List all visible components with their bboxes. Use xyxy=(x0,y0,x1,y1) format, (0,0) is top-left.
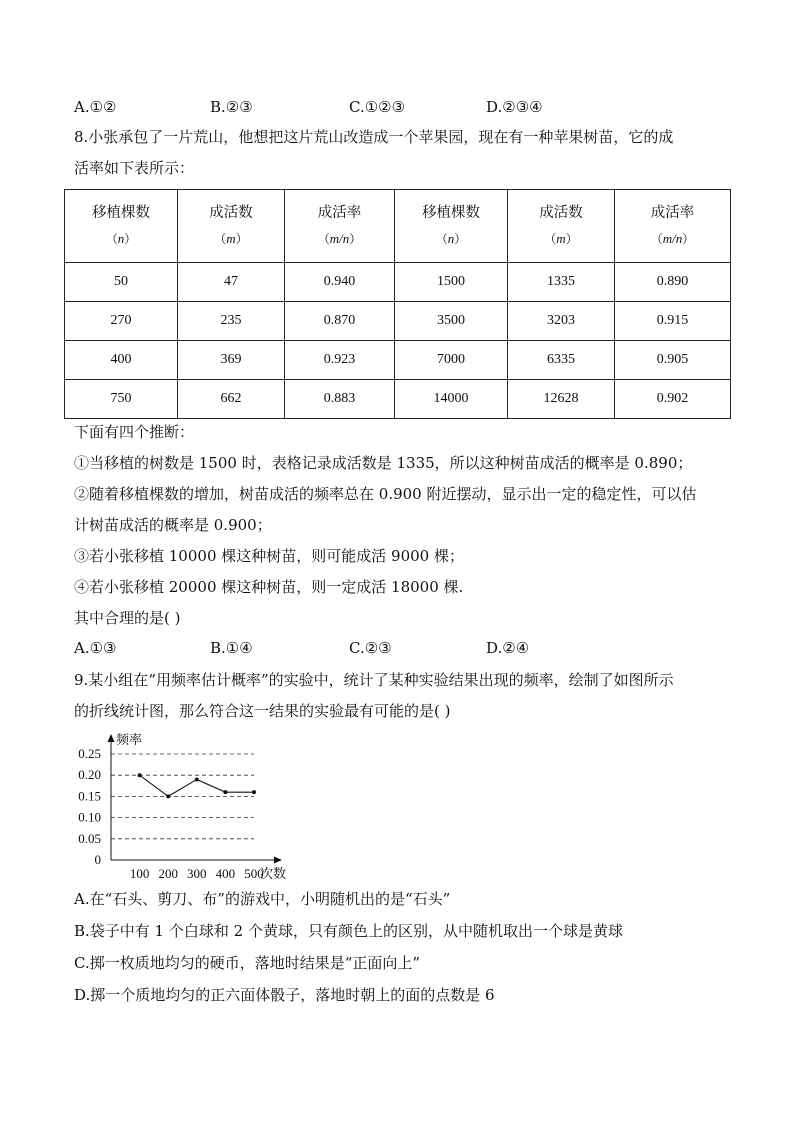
table-row xyxy=(65,341,731,380)
table-header-row xyxy=(65,190,731,263)
table-cell: 50 xyxy=(65,263,178,302)
q9-stem-line2: 的折线统计图，那么符合这一结果的实验最有可能的是( ) xyxy=(74,702,451,720)
table-cell: 0.905 xyxy=(615,341,731,380)
q8-stem-line1: 8.小张承包了一片荒山，他想把这片荒山改造成一个苹果园，现在有一种苹果树苗，它的成 xyxy=(74,128,674,146)
table-row xyxy=(65,380,731,419)
data-point xyxy=(223,790,227,794)
data-point xyxy=(195,777,199,781)
table-cell: 1335 xyxy=(508,263,615,302)
table-cell: 6335 xyxy=(508,341,615,380)
q8-statement-1: ①当移植的树数是 1500 时，表格记录成活数是 1335，所以这种树苗成活的概率是 0.890； xyxy=(74,454,693,472)
table-cell: 3203 xyxy=(508,302,615,341)
q8-option-d: D.②④ xyxy=(486,639,530,657)
data-point xyxy=(252,790,256,794)
x-axis-arrow xyxy=(274,857,282,864)
table-cell: 0.890 xyxy=(615,263,731,302)
table-cell: 0.923 xyxy=(285,341,395,380)
y-tick-label: 0.15 xyxy=(78,788,101,804)
table-cell: 1500 xyxy=(395,263,508,302)
q8-intro: 下面有四个推断： xyxy=(74,423,195,441)
table-cell: 3500 xyxy=(395,302,508,341)
x-axis-label: 次数 xyxy=(260,866,287,880)
survival-rate-table xyxy=(64,189,731,419)
table-cell: 47 xyxy=(178,263,285,302)
table-row xyxy=(65,302,731,341)
q8-statement-2a: ②随着移植棵数的增加，树苗成活的频率总在 0.900 附近摆动，显示出一定的稳定性，可以估 xyxy=(74,485,697,503)
x-tick-label: 200 xyxy=(158,866,178,880)
x-tick-label: 300 xyxy=(187,866,207,880)
q9-option-c: C.掷一枚质地均匀的硬币，落地时结果是“正面向上” xyxy=(74,954,421,972)
q8-statement-4: ④若小张移植 20000 棵这种树苗，则一定成活 18000 棵. xyxy=(74,578,464,596)
q7-option-a: A.①② xyxy=(74,98,117,116)
q8-statement-2b: 计树苗成活的概率是 0.900； xyxy=(74,516,272,534)
table-cell: 750 xyxy=(65,380,178,419)
table-header-cell: 成活数 （m） xyxy=(508,190,615,263)
data-point xyxy=(166,794,170,798)
y-tick-label: 0.10 xyxy=(78,809,101,825)
x-tick-label: 400 xyxy=(215,866,236,880)
table-cell: 235 xyxy=(178,302,285,341)
q8-option-a: A.①③ xyxy=(74,639,117,657)
table-cell: 12628 xyxy=(508,380,615,419)
table-header-cell: 成活率 （m/n） xyxy=(615,190,731,263)
q9-option-b: B.袋子中有 1 个白球和 2 个黄球，只有颜色上的区别，从中随机取出一个球是黄球 xyxy=(74,922,623,940)
q7-option-c: C.①②③ xyxy=(349,98,406,116)
q8-option-c: C.②③ xyxy=(349,639,392,657)
table-header-cell: 成活率 （m/n） xyxy=(285,190,395,263)
table-cell: 0.915 xyxy=(615,302,731,341)
table-header-cell: 成活数 （m） xyxy=(178,190,285,263)
table-row xyxy=(65,263,731,302)
y-axis-arrow xyxy=(108,734,115,742)
q8-question: 其中合理的是( ) xyxy=(74,609,181,627)
table-header-cell: 移植棵数 （n） xyxy=(395,190,508,263)
q8-statement-3: ③若小张移植 10000 棵这种树苗，则可能成活 9000 棵； xyxy=(74,547,464,565)
table-cell: 7000 xyxy=(395,341,508,380)
x-tick-label: 100 xyxy=(129,866,150,880)
table-header-cell: 移植棵数 （n） xyxy=(65,190,178,263)
y-tick-label: 0 xyxy=(94,852,101,867)
table-cell: 0.902 xyxy=(615,380,731,419)
y-tick-label: 0.25 xyxy=(78,746,101,761)
x-tick-label: 500 xyxy=(244,866,264,880)
table-cell: 400 xyxy=(65,341,178,380)
y-axis-label: 频率 xyxy=(116,732,143,747)
table-cell: 0.870 xyxy=(285,302,395,341)
q9-option-d: D.掷一个质地均匀的正六面体骰子，落地时朝上的面的点数是 6 xyxy=(74,986,495,1004)
table-cell: 662 xyxy=(178,380,285,419)
q8-stem-line2: 活率如下表所示： xyxy=(74,159,195,177)
frequency-line-chart xyxy=(70,730,300,880)
q9-option-a: A.在“石头、剪刀、布”的游戏中，小明随机出的是“石头” xyxy=(74,890,451,908)
table-cell: 270 xyxy=(65,302,178,341)
data-point xyxy=(138,773,142,777)
table-cell: 14000 xyxy=(395,380,508,419)
y-tick-label: 0.20 xyxy=(78,767,101,783)
q9-stem-line1: 9.某小组在“用频率估计概率”的实验中，统计了某种实验结果出现的频率，绘制了如图所示 xyxy=(74,671,674,689)
table-cell: 0.883 xyxy=(285,380,395,419)
q8-option-b: B.①④ xyxy=(210,639,253,657)
y-tick-label: 0.05 xyxy=(78,830,101,846)
q7-option-b: B.②③ xyxy=(210,98,253,116)
table-cell: 369 xyxy=(178,341,285,380)
q7-option-d: D.②③④ xyxy=(486,98,543,116)
table-cell: 0.940 xyxy=(285,263,395,302)
